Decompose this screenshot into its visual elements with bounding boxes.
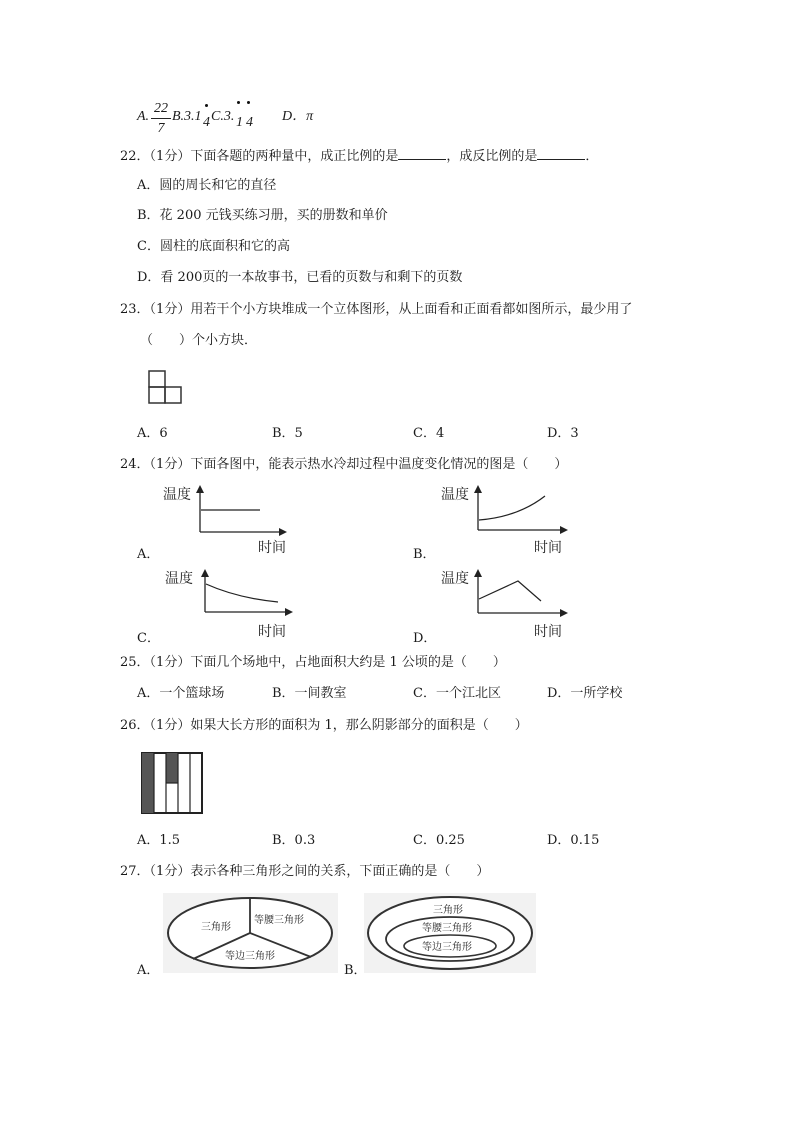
q22-option-a: A．圆的周长和它的直径 bbox=[137, 178, 277, 193]
q23-stem-continued: （ ）个小方块． bbox=[140, 333, 258, 348]
q24-label-b: B． bbox=[413, 547, 436, 562]
q22-stem-middle: ，成反比例的是 bbox=[446, 149, 538, 164]
q22-option-b: B．花 200 元钱买练习册，买的册数和单价 bbox=[137, 208, 388, 223]
q27-b-label-triangle: 三角形 bbox=[433, 905, 463, 916]
q27-stem: 27．（1分）表示各种三角形之间的关系，下面正确的是（ ） bbox=[120, 864, 490, 879]
q27-b-label-equilateral: 等边三角形 bbox=[422, 942, 472, 953]
q24-graph-a-x-label: 时间 bbox=[258, 540, 286, 556]
q26-shaded-rectangle-figure bbox=[140, 751, 204, 815]
repeat-dot-icon bbox=[247, 101, 250, 104]
q26-shaded-column bbox=[142, 753, 154, 813]
repeat-dot-icon bbox=[237, 101, 240, 104]
q26-option-c: C．0.25 bbox=[413, 833, 465, 848]
q21-fraction-bar bbox=[151, 118, 171, 119]
q24-graph-c-curve bbox=[206, 584, 278, 602]
q24-graph-d-y-label: 温度 bbox=[441, 571, 469, 587]
q24-graph-c-y-label: 温度 bbox=[165, 571, 193, 587]
q25-stem: 25．（1分）下面几个场地中，占地面积大约是 1 公顷的是（ ） bbox=[120, 655, 506, 670]
q22-stem-end: ． bbox=[585, 149, 599, 164]
q21-fraction-denominator: 7 bbox=[157, 121, 165, 136]
q24-graph-a-y-label: 温度 bbox=[163, 487, 191, 503]
q26-option-b: B．0.3 bbox=[272, 833, 316, 848]
q22-option-d: D．看 200页的一本故事书，已看的页数与和剩下的页数 bbox=[137, 270, 463, 285]
q24-graph-b-y-label: 温度 bbox=[441, 487, 469, 503]
q23-option-c: C．4 bbox=[413, 426, 445, 441]
q27-a-label-isosceles: 等腰三角形 bbox=[254, 915, 304, 926]
q22-blank-1[interactable] bbox=[398, 148, 446, 160]
q27-a-label-equilateral: 等边三角形 bbox=[225, 951, 275, 962]
q22-stem bbox=[120, 148, 598, 163]
q22-option-c: C．圆柱的底面积和它的高 bbox=[137, 239, 290, 254]
q24-graph-d-curve bbox=[479, 581, 541, 601]
q24-label-a: A． bbox=[137, 547, 160, 562]
q23-option-d: D．3 bbox=[547, 426, 579, 441]
q21-option-c-repeat-digit-1: 1 bbox=[236, 115, 243, 130]
q24-graph-b-x-label: 时间 bbox=[534, 540, 562, 556]
q23-stem: 23．（1分）用若干个小方块堆成一个立体图形，从上面看和正面看都如图所示，最少用了 bbox=[120, 302, 633, 317]
repeat-dot-icon bbox=[205, 104, 208, 107]
q21-option-b-repeat-digit: 4 bbox=[203, 115, 210, 130]
q24-graph-d bbox=[438, 566, 573, 641]
q26-stem: 26．（1分）如果大长方形的面积为 1，那么阴影部分的面积是（ ） bbox=[120, 718, 528, 733]
q27-option-a-pie-diagram bbox=[163, 893, 338, 973]
q24-graph-b-curve bbox=[479, 496, 545, 520]
q23-block-view-figure bbox=[147, 369, 187, 407]
q21-option-b: B.3.1 bbox=[172, 109, 202, 124]
q24-label-c: C． bbox=[137, 631, 160, 646]
q27-label-b: B． bbox=[344, 963, 367, 978]
q22-stem-prefix: 22．（1分）下面各题的两种量中，成正比例的是 bbox=[120, 149, 399, 164]
q26-option-d: D．0.15 bbox=[547, 833, 600, 848]
q21-option-c-repeat-digit-2: 4 bbox=[246, 115, 253, 130]
q21-option-d: D．π bbox=[282, 109, 314, 124]
q22-blank-2[interactable] bbox=[537, 148, 585, 160]
q27-b-label-isosceles: 等腰三角形 bbox=[422, 923, 472, 934]
q21-option-a-label: A. bbox=[137, 109, 150, 124]
q24-graph-d-x-label: 时间 bbox=[534, 624, 562, 640]
q24-graph-a bbox=[160, 482, 295, 557]
q27-a-label-triangle: 三角形 bbox=[201, 922, 231, 933]
q27-option-b-nested-diagram bbox=[364, 893, 536, 973]
q24-stem: 24．（1分）下面各图中，能表示热水冷却过程中温度变化情况的图是（ ） bbox=[120, 457, 568, 472]
q25-option-b: B．一间教室 bbox=[272, 686, 347, 701]
q25-option-d: D．一所学校 bbox=[547, 686, 623, 701]
q26-shaded-half-column bbox=[166, 753, 178, 783]
q25-option-c: C．一个江北区 bbox=[413, 686, 501, 701]
q24-graph-c-x-label: 时间 bbox=[258, 624, 286, 640]
q23-option-a: A．6 bbox=[137, 426, 168, 441]
q24-graph-c bbox=[162, 566, 297, 641]
q24-graph-b bbox=[438, 482, 573, 557]
q21-fraction-numerator: 22 bbox=[154, 101, 168, 116]
q23-option-b: B．5 bbox=[272, 426, 303, 441]
q25-option-a: A．一个篮球场 bbox=[137, 686, 225, 701]
q26-option-a: A．1.5 bbox=[137, 833, 181, 848]
q24-label-d: D． bbox=[413, 631, 437, 646]
q27-label-a: A． bbox=[137, 963, 160, 978]
q21-option-c: C.3. bbox=[211, 109, 235, 124]
